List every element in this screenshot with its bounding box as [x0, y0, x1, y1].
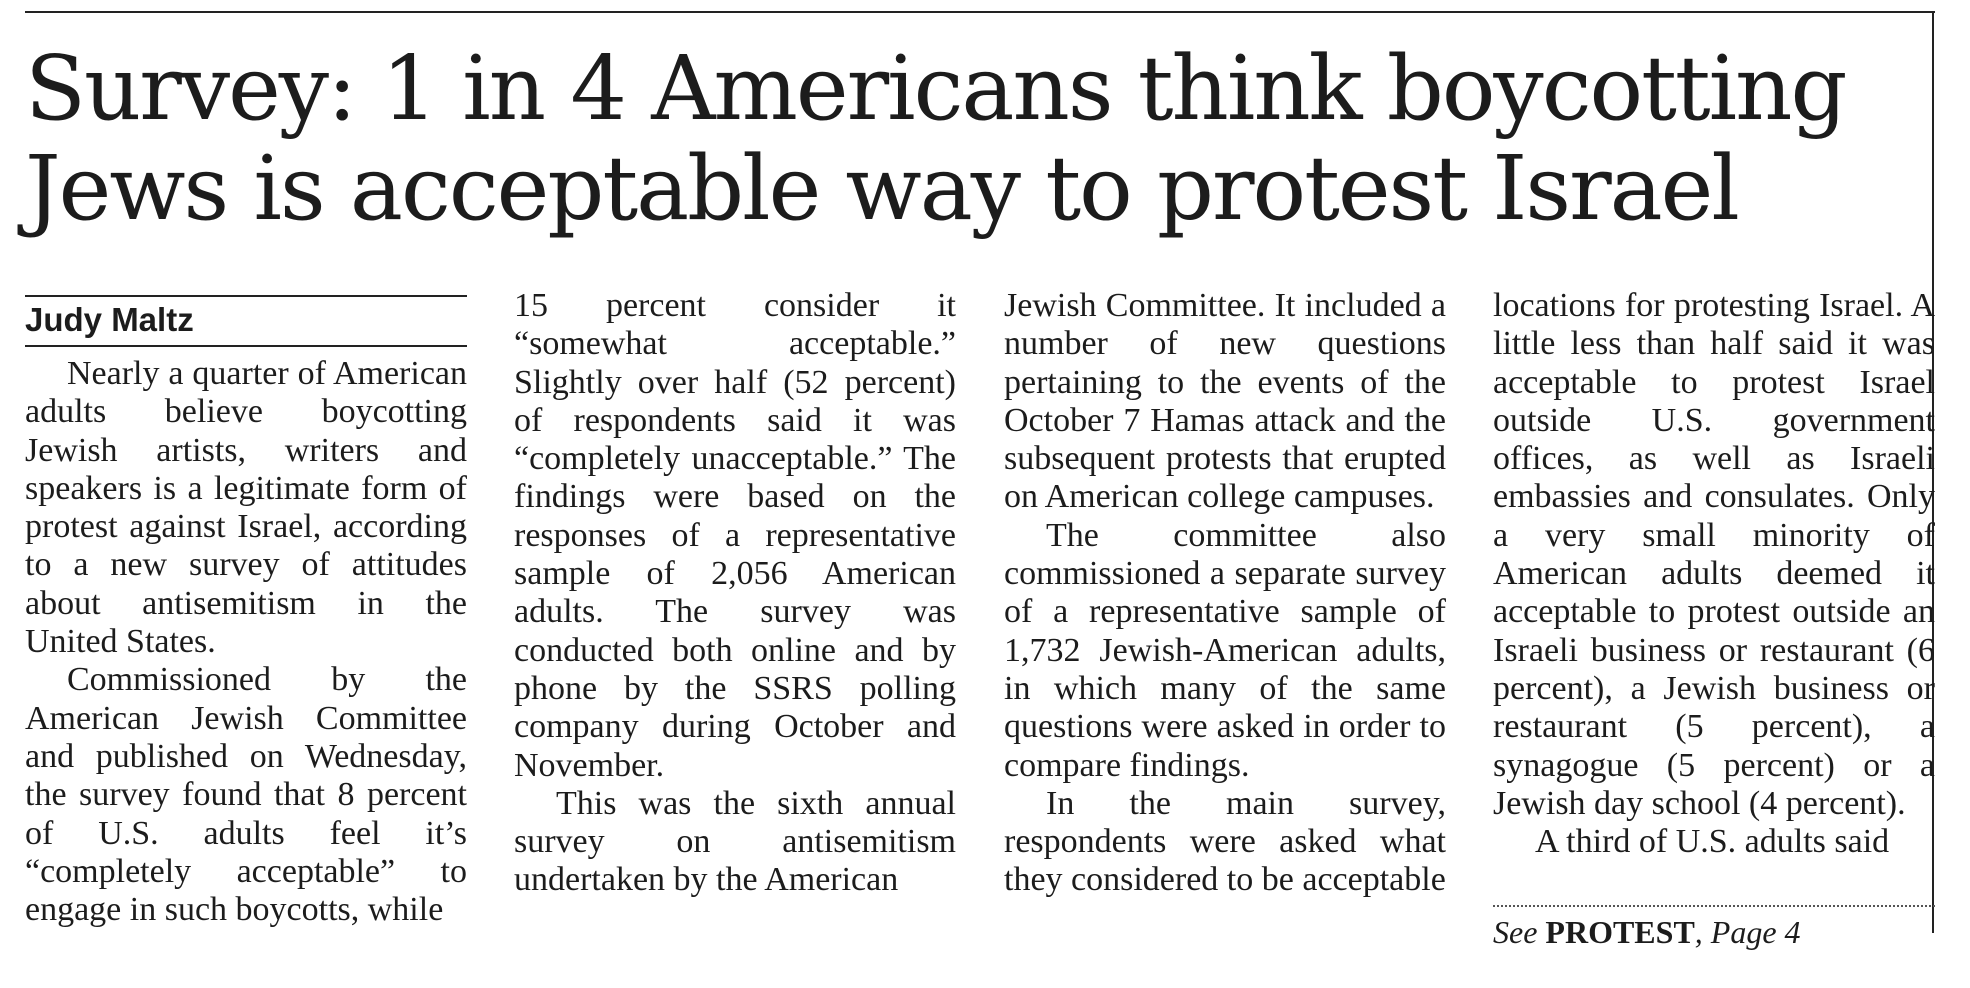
- jump-page: , Page 4: [1694, 914, 1801, 951]
- paragraph-1: Nearly a quarter of American adults believe boycotting Jewish artists, writers and speakers is a legitimate form of protest against Israel, according to a new survey of attitudes about antisemitism in the United States.: [25, 355, 467, 661]
- paragraph-4: The committee also commissioned a separate survey of a representative sample of 1,732 Jewish-American adults, in which many of the same questions were asked in order to compare findings.: [1004, 516, 1446, 784]
- byline: Judy Maltz: [25, 301, 194, 338]
- article-body: [25, 295, 467, 929]
- paragraph-3: This was the sixth annual survey on antisemitism undertaken by the American: [514, 784, 956, 899]
- jump-line[interactable]: [1493, 913, 1935, 951]
- paragraph-2: Commissioned by the American Jewish Committee and published on Wednesday, the survey found that 8 percent of U.S. adults feel it’s “completely acceptable” to engage in such boycotts, while: [25, 661, 467, 929]
- top-rule: [25, 11, 1935, 13]
- paragraph-5: In the main survey, respondents were asked what they considered to be acceptable: [1004, 784, 1446, 899]
- paragraph-3-cont: Jewish Committee. It included a number of new questions pertaining to the events of the October 7 Hamas attack and the subsequent protests that erupted on American college campuses.: [1004, 287, 1446, 516]
- paragraph-6: A third of U.S. adults said: [1535, 823, 1890, 861]
- headline: Survey: 1 in 4 Americans think boycotting Jews is acceptable way to protest Israel: [25, 36, 1846, 240]
- byline-box: [25, 295, 467, 347]
- paragraph-5-cont: locations for protesting Israel. A little less than half said it was acceptable to protest Israel outside U.S. government offices, as well as Israeli embassies and consulates. Only a very small minority of American adults deemed it acceptable to protest outside an Israeli business or restaurant (6 percent), a Jewish business or restaurant (5 percent), a synagogue (5 percent) or a Jewish day school (4 percent).: [1493, 287, 1935, 822]
- jump-keyword: PROTEST: [1545, 914, 1695, 951]
- jump-rule: [1493, 905, 1935, 907]
- paragraph-2-cont: 15 percent consider it “somewhat acceptable.” Slightly over half (52 percent) of respondents said it was “completely unacceptable.” The findings were based on the responses of a representative sample of 2,056 American adults. The survey was conducted both online and by phone by the SSRS polling company during October and November.: [514, 287, 956, 784]
- column-2: [514, 287, 956, 900]
- column-4: [1493, 287, 1935, 951]
- jump-see: See: [1493, 914, 1546, 951]
- column-3: [1004, 287, 1446, 900]
